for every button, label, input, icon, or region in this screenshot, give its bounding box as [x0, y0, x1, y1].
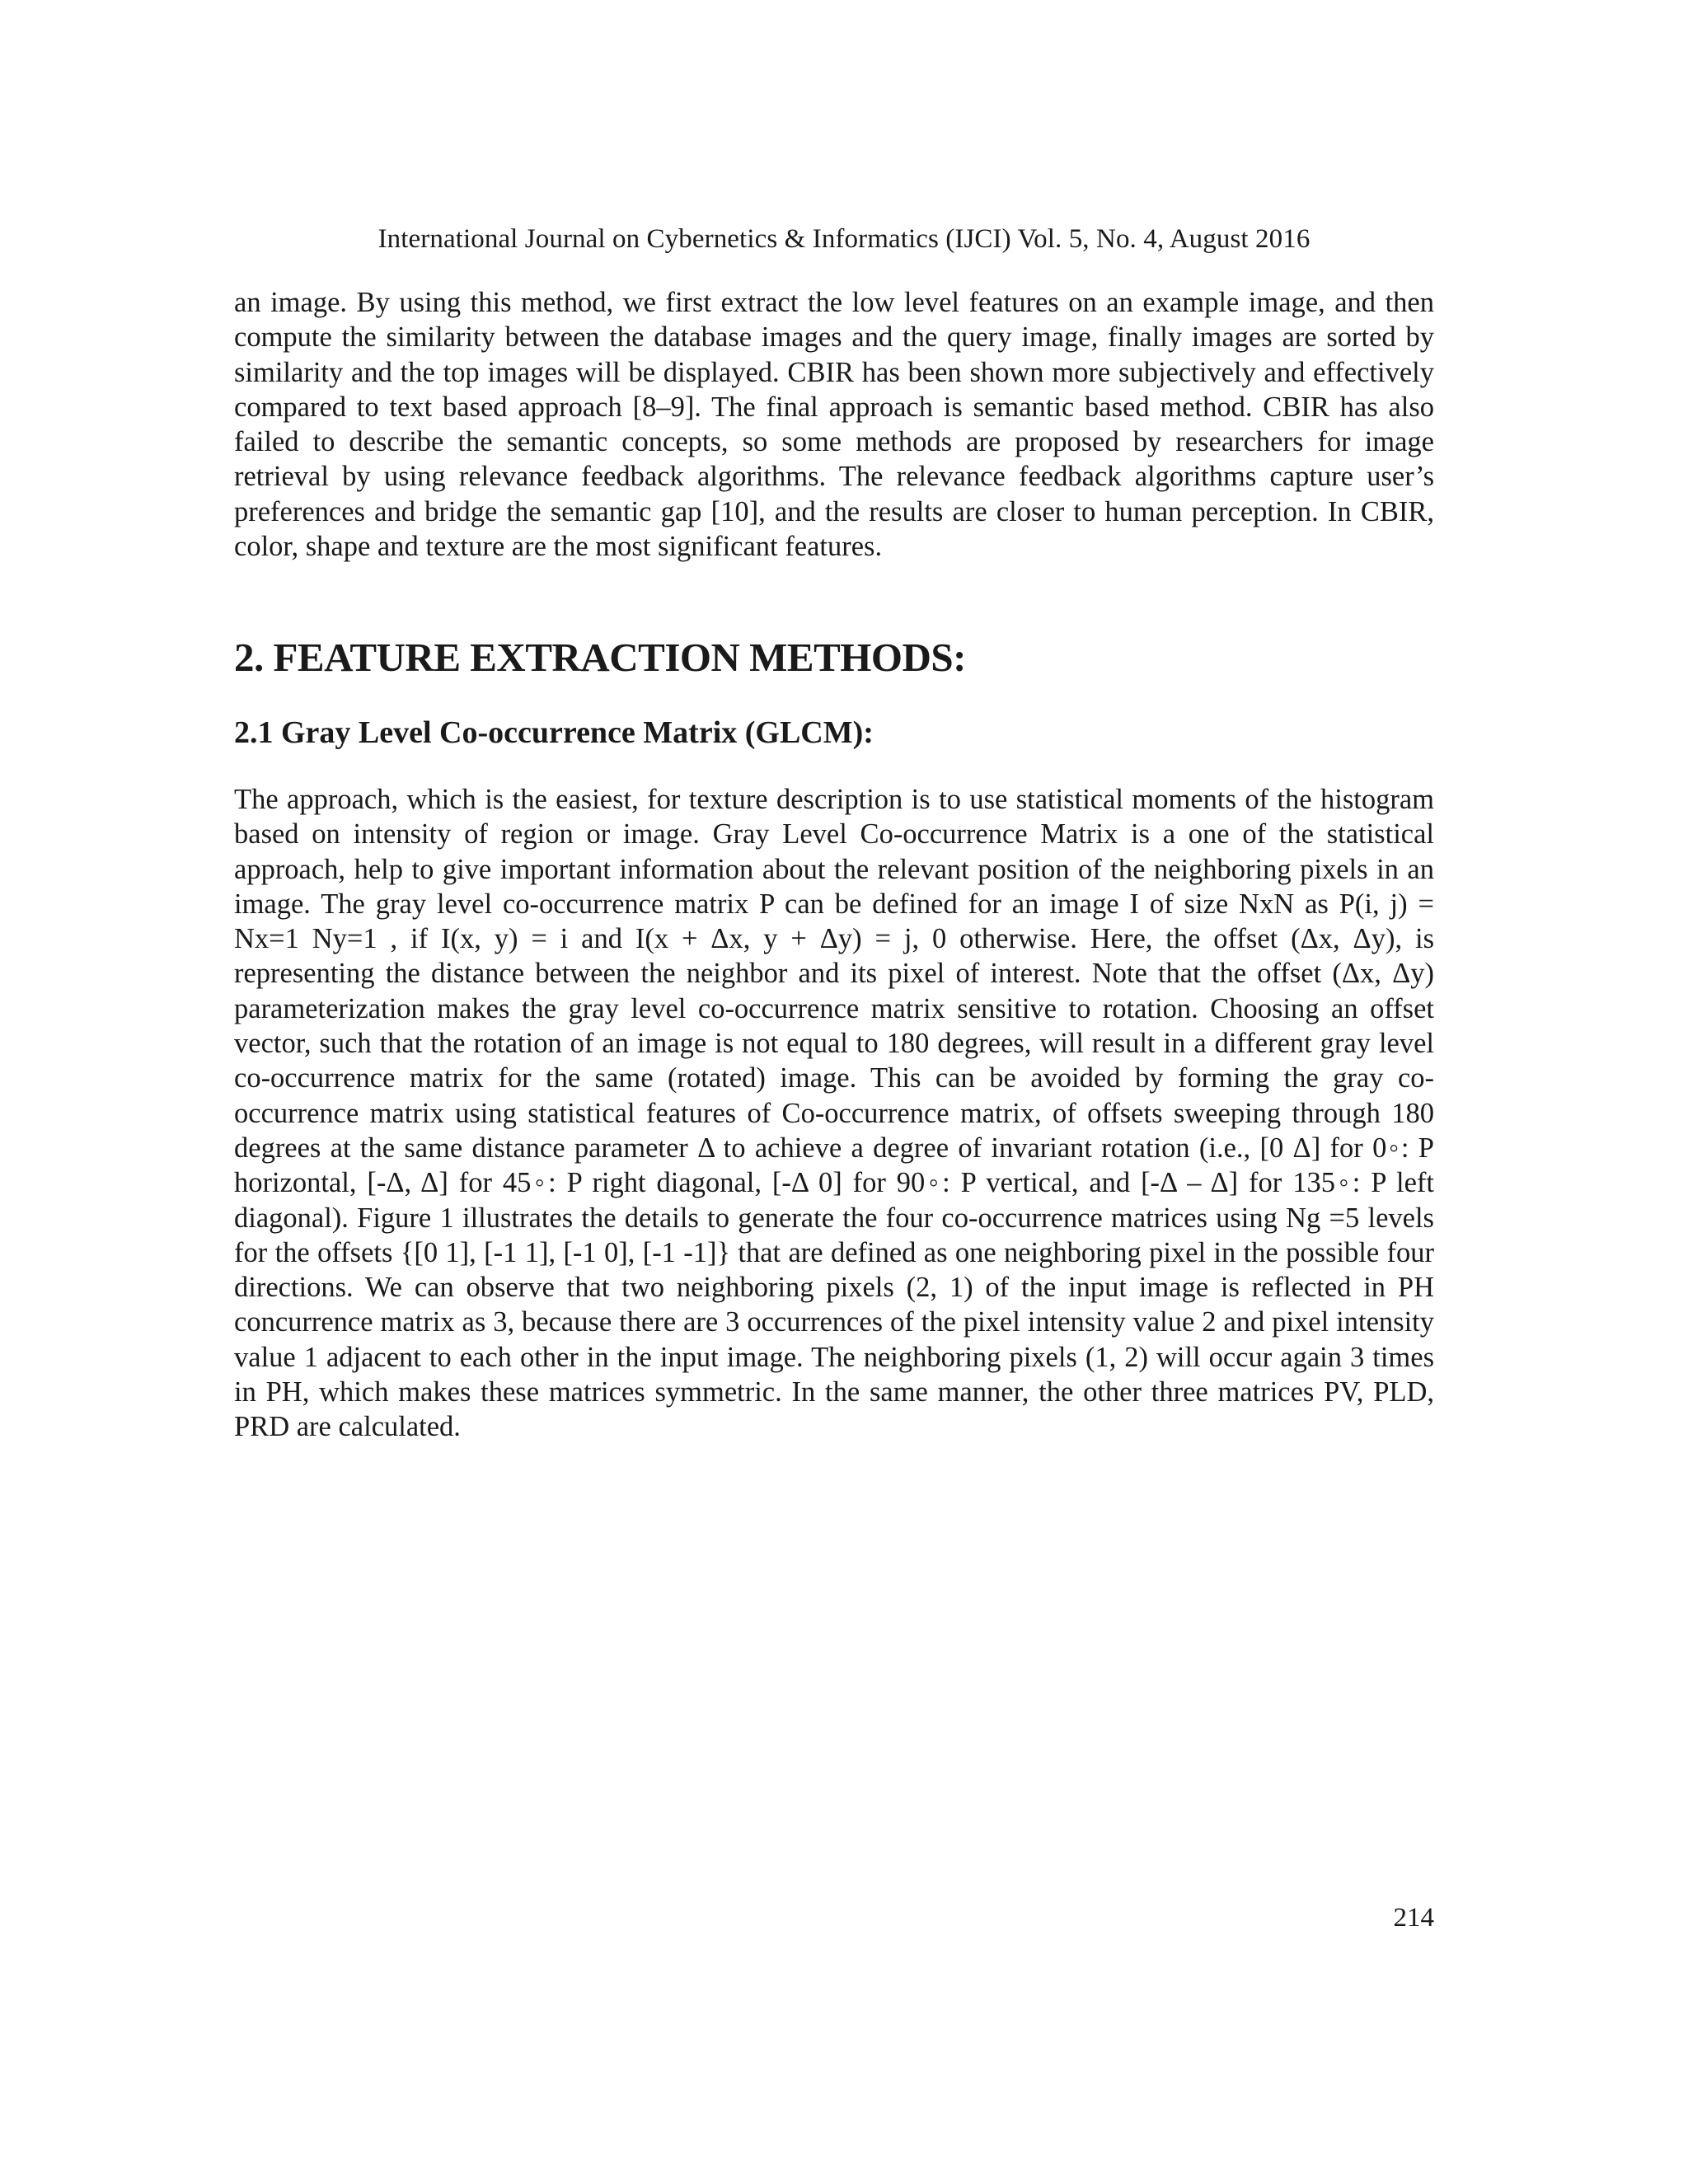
subsection-heading: 2.1 Gray Level Co-occurrence Matrix (GLCM):	[234, 715, 874, 750]
section-heading: 2. FEATURE EXTRACTION METHODS:	[234, 635, 966, 680]
paragraph-glcm: The approach, which is the easiest, for texture description is to use statistical moments of the histogram based on intensity of region or image. Gray Level Co-occurrence Matrix is a one of the statistical approach, help to give important information about the relevant position of the neighboring pixels in an image. The gray level co-occurrence matrix P can be defined for an image I of size NxN as P(i, j) = Nx=1 Ny=1 , if I(x, y) = i and I(x + Δx, y + Δy) = j, 0 otherwise. Here, the offset (Δx, Δy), is representing the distance between the neighbor and its pixel of interest. Note that the offset (Δx, Δy) parameterization makes the gray level co-occurrence matrix sensitive to rotation. Choosing an offset vector, such that the rotation of an image is not equal to 180 degrees, will result in a different gray level co-occurrence matrix for the same (rotated) image. This can be avoided by forming the gray co-occurrence matrix using statistical features of Co-occurrence matrix, of offsets sweeping through 180 degrees at the same distance parameter Δ to achieve a degree of invariant rotation (i.e., [0 Δ] for 0◦: P horizontal, [-Δ, Δ] for 45◦: P right diagonal, [-Δ 0] for 90◦: P vertical, and [-Δ – Δ] for 135◦: P left diagonal). Figure 1 illustrates the details to generate the four co-occurrence matrices using Ng =5 levels for the offsets {[0 1], [-1 1], [-1 0], [-1 -1]} that are defined as one neighboring pixel in the possible four directions. We can observe that two neighboring pixels (2, 1) of the input image is reflected in PH concurrence matrix as 3, because there are 3 occurrences of the pixel intensity value 2 and pixel intensity value 1 adjacent to each other in the input image. The neighboring pixels (1, 2) will occur again 3 times in PH, which makes these matrices symmetric. In the same manner, the other three matrices PV, PLD, PRD are calculated.	[234, 784, 1434, 1443]
page-number: 214	[1393, 1903, 1434, 1933]
paragraph-intro-continuation: an image. By using this method, we first extract the low level features on an example image, and then compute the similarity between the database images and the query image, finally images are sorted by similarity and the top images will be displayed. CBIR has been shown more subjectively and effectively compared to text based approach [8–9]. The final approach is semantic based method. CBIR has also failed to describe the semantic concepts, so some methods are proposed by researchers for image retrieval by using relevance feedback algorithms. The relevance feedback algorithms capture user’s preferences and bridge the semantic gap [10], and the results are closer to human perception. In CBIR, color, shape and texture are the most significant features.	[234, 287, 1434, 563]
running-header: International Journal on Cybernetics & Informatics (IJCI) Vol. 5, No. 4, August 2016	[377, 224, 1311, 254]
